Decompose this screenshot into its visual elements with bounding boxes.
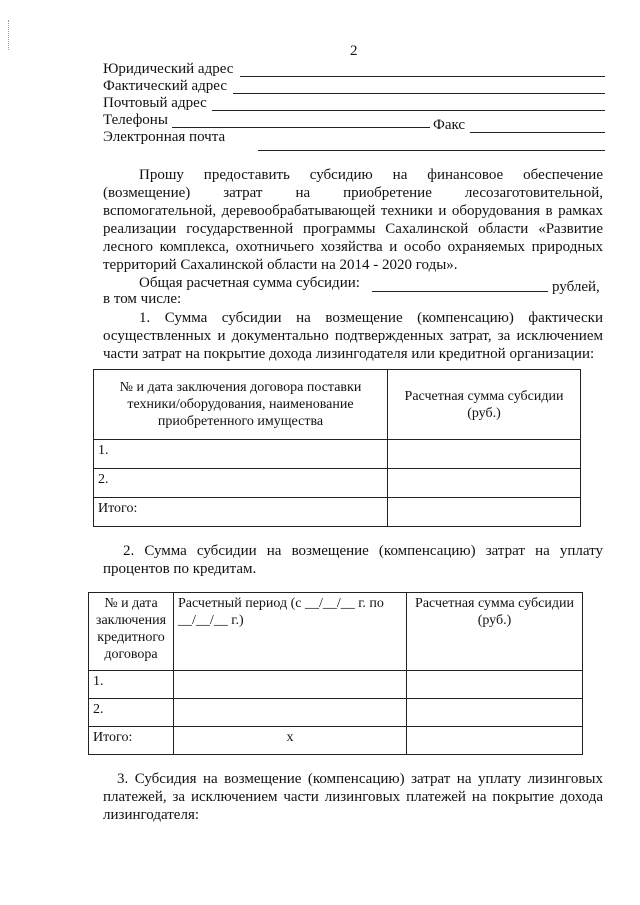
request-line-1: Прошу предоставить субсидию на финансовое обеспечение [139, 167, 603, 183]
total-sum-unit: рублей, [552, 279, 600, 295]
actual-address-line [233, 93, 605, 94]
postal-address-line [212, 110, 605, 111]
row-label: Итого: [94, 498, 388, 527]
table-row [94, 469, 581, 498]
fax-line [470, 132, 605, 133]
fax-label: Факс [433, 117, 466, 133]
postal-address-label: Почтовый адрес [103, 95, 207, 111]
request-paragraph [103, 166, 603, 274]
request-line-5: лесного комплекса, охотничьего хозяйства и особо охраняемых природных [103, 239, 603, 255]
row-period-cell [174, 671, 407, 699]
section1-line-1: 1. Сумма субсидии на возмещение (компенсацию) фактически [139, 310, 603, 326]
section3-line-1: 3. Субсидия на возмещение (компенсацию) затрат на уплату лизинговых [117, 771, 603, 787]
table-header-row [94, 370, 581, 440]
table-row-total [94, 498, 581, 527]
section2-table [88, 592, 583, 755]
phones-label: Телефоны [103, 112, 168, 128]
row-value-cell [407, 727, 583, 755]
section2-paragraph [103, 542, 603, 578]
section1-line-2: осуществленных и документально подтвержденных затрат, за исключением [103, 328, 603, 344]
table-header-row [89, 593, 583, 671]
total-sum-label: Общая расчетная сумма субсидии: [139, 275, 360, 291]
actual-address-label: Фактический адрес [103, 78, 227, 94]
total-sum-line [372, 291, 548, 292]
page-number: 2 [350, 43, 358, 59]
header-subsidy-sum: Расчетная сумма субсидии (руб.) [407, 593, 583, 671]
row-value-cell [407, 699, 583, 727]
table-row-total [89, 727, 583, 755]
row-value-cell [388, 498, 581, 527]
section2-line-1: 2. Сумма субсидии на возмещение (компенсацию) затрат на уплату [123, 543, 603, 559]
row-label: 2. [89, 699, 174, 727]
table-row [89, 671, 583, 699]
section3-paragraph [103, 770, 603, 824]
table-row [94, 440, 581, 469]
section3-line-3: лизингодателя: [103, 807, 200, 823]
email-label: Электронная почта [103, 129, 226, 145]
row-label: 1. [94, 440, 388, 469]
header-period: Расчетный период (с __/__/__ г. по __/__/__ г.) [174, 593, 407, 671]
row-value-cell [388, 469, 581, 498]
row-label: 2. [94, 469, 388, 498]
margin-dots [8, 20, 11, 50]
section1-line-3: части затрат на покрытие дохода лизингодателя или кредитной организации: [103, 346, 595, 362]
header-contract: № и дата заключения договора поставки техники/оборудования, наименование приобретенного имущества [94, 370, 388, 440]
row-period-cell [174, 699, 407, 727]
request-line-2: (возмещение) затрат на приобретение лесозаготовительной, [103, 185, 603, 201]
legal-address-line [240, 76, 605, 77]
section3-line-2: платежей, за исключением части лизинговых платежей на покрытие дохода [103, 789, 603, 805]
section2-line-2: процентов по кредитам. [103, 561, 257, 577]
section1-paragraph [103, 309, 603, 363]
header-credit-contract: № и дата заключения кредитного договора [89, 593, 174, 671]
legal-address-label: Юридический адрес [103, 61, 234, 77]
row-label: Итого: [89, 727, 174, 755]
request-line-3: вспомогательной, деревообрабатывающей техники и оборудования в рамках [103, 203, 603, 219]
table-row [89, 699, 583, 727]
request-line-4: реализации государственной программы Сахалинской области «Развитие [103, 221, 603, 237]
row-value-cell [407, 671, 583, 699]
row-label: 1. [89, 671, 174, 699]
request-line-6: территорий Сахалинской области на 2014 - 2020 годы». [103, 257, 458, 273]
email-line [258, 150, 605, 151]
section1-table [93, 369, 581, 527]
including-label: в том числе: [103, 291, 182, 307]
row-value-cell [388, 440, 581, 469]
header-subsidy-sum: Расчетная сумма субсидии (руб.) [388, 370, 581, 440]
total-period-value: x [174, 727, 407, 755]
